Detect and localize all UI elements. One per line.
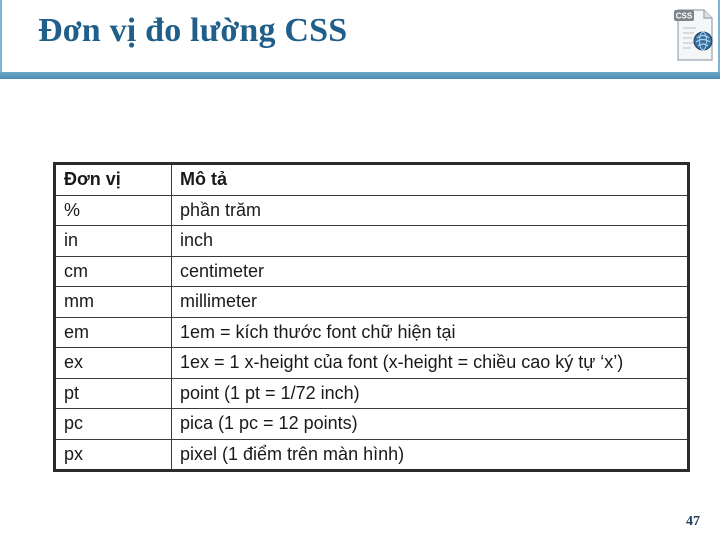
table-row xyxy=(55,378,689,409)
header-unit: Đơn vị xyxy=(55,164,172,196)
css-units-table xyxy=(53,162,690,472)
description-cell: 1em = kích thước font chữ hiện tại xyxy=(172,317,689,348)
header-divider xyxy=(0,72,720,79)
unit-cell: em xyxy=(55,317,172,348)
unit-cell: pc xyxy=(55,409,172,440)
table-row xyxy=(55,195,689,226)
description-cell: 1ex = 1 x-height của font (x-height = chiều cao ký tự ‘x’) xyxy=(172,348,689,379)
page-number: 47 xyxy=(686,514,700,529)
unit-cell: px xyxy=(55,439,172,471)
table-row xyxy=(55,439,689,471)
table-row xyxy=(55,287,689,318)
description-cell: point (1 pt = 1/72 inch) xyxy=(172,378,689,409)
table-row xyxy=(55,256,689,287)
table-row xyxy=(55,226,689,257)
unit-cell: cm xyxy=(55,256,172,287)
description-cell: pica (1 pc = 12 points) xyxy=(172,409,689,440)
slide-title: Đơn vị đo lường CSS xyxy=(38,12,348,49)
table-row xyxy=(55,317,689,348)
table-header-row xyxy=(55,164,689,196)
table-row xyxy=(55,409,689,440)
description-cell: pixel (1 điểm trên màn hình) xyxy=(172,439,689,471)
table-row xyxy=(55,348,689,379)
unit-cell: in xyxy=(55,226,172,257)
description-cell: centimeter xyxy=(172,256,689,287)
header-description: Mô tả xyxy=(172,164,689,196)
description-cell: inch xyxy=(172,226,689,257)
header-left-border xyxy=(0,0,2,79)
unit-cell: pt xyxy=(55,378,172,409)
css-file-icon xyxy=(672,6,716,64)
css-icon-label: CSS xyxy=(675,11,693,21)
description-cell: millimeter xyxy=(172,287,689,318)
unit-cell: mm xyxy=(55,287,172,318)
unit-cell: % xyxy=(55,195,172,226)
description-cell: phần trăm xyxy=(172,195,689,226)
unit-cell: ex xyxy=(55,348,172,379)
